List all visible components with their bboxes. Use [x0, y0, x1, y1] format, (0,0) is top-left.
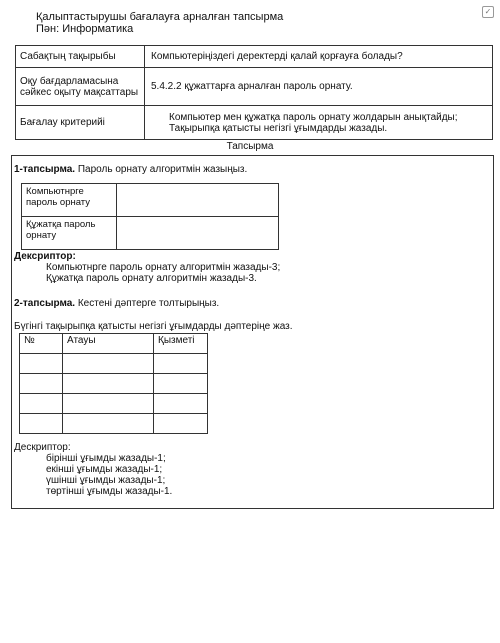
task1-heading	[14, 164, 247, 175]
criteria-label: Бағалау критерийі	[16, 106, 145, 140]
answer-cell[interactable]	[154, 354, 208, 374]
bullet-icon	[28, 486, 40, 497]
answer-cell[interactable]	[63, 374, 154, 394]
criteria-item	[151, 123, 488, 134]
topic-value: Компьютеріңіздегі деректерді қалай қорғауға болады?	[145, 46, 493, 68]
answer-cell[interactable]	[154, 374, 208, 394]
bullet-icon	[28, 453, 40, 464]
objectives-label: Оқу бағдарламасына сәйкес оқыту мақсаттары	[16, 68, 145, 106]
answer-cell[interactable]	[117, 184, 279, 217]
bullet-icon	[28, 464, 40, 475]
bullet-icon	[28, 475, 40, 486]
task2-number: 2-тапсырма.	[14, 298, 76, 309]
task1-table	[21, 183, 279, 250]
list-item	[14, 273, 280, 284]
answer-cell[interactable]	[20, 394, 63, 414]
table-row	[20, 414, 208, 434]
descriptor1	[14, 251, 280, 284]
bullet-icon	[28, 273, 40, 284]
objectives-value: 5.4.2.2 құжаттарға арналған пароль орнату.	[145, 68, 493, 106]
column-header: Қызметі	[154, 334, 208, 354]
table-row	[16, 106, 493, 140]
answer-cell[interactable]	[20, 414, 63, 434]
answer-cell[interactable]	[154, 414, 208, 434]
list-item	[14, 453, 172, 464]
list-item	[14, 486, 172, 497]
list-item	[14, 464, 172, 475]
list-item	[14, 475, 172, 486]
bullet-icon	[28, 262, 40, 273]
list-item	[14, 262, 280, 273]
topic-label: Сабақтың тақырыбы	[16, 46, 145, 68]
table-row	[22, 217, 279, 250]
document-header	[36, 11, 283, 35]
descriptor-text: Компьютнрге пароль орнату алгоритмін жазады-3;	[46, 262, 281, 273]
task2-heading	[14, 298, 219, 309]
task2-instruction: Бүгінгі тақырыпқа қатысты негізгі ұғымдарды дәптеріңе жаз.	[14, 321, 293, 332]
answer-cell[interactable]	[20, 374, 63, 394]
criteria-text: Тақырыпқа қатысты негізгі ұғымдарды жазады.	[169, 122, 388, 134]
task1-text: Пароль орнату алгоритмін жазыңыз.	[77, 164, 248, 175]
criteria-value	[145, 106, 493, 140]
column-header: Атауы	[63, 334, 154, 354]
task2-table	[19, 333, 208, 434]
descriptor1-title: Дексриптор:	[14, 251, 76, 262]
corner-check-icon: ✓	[482, 6, 494, 18]
answer-cell[interactable]	[20, 354, 63, 374]
lesson-info-table	[15, 45, 493, 140]
table-row	[20, 354, 208, 374]
table-header-row	[20, 334, 208, 354]
criteria-text: Компьютер мен құжатқа пароль орнату жолдарын анықтайды;	[169, 111, 458, 123]
descriptor-text: Құжатқа пароль орнату алгоритмін жазады-3.	[46, 273, 257, 284]
header-subject: Пән: Информатика	[36, 23, 134, 35]
table-row	[20, 394, 208, 414]
descriptor-text: төртінші ұғымды жазады-1.	[46, 486, 173, 497]
descriptor-text: үшінші ұғымды жазады-1;	[46, 475, 166, 486]
descriptor-text: бірінші ұғымды жазады-1;	[46, 453, 166, 464]
answer-cell[interactable]	[63, 414, 154, 434]
answer-cell[interactable]	[154, 394, 208, 414]
answer-cell[interactable]	[63, 354, 154, 374]
task1-row-label: Құжатқа пароль орнату	[22, 217, 117, 250]
descriptor2-title: Дескриптор:	[14, 442, 71, 453]
task2-text: Кестені дәптерге толтырыңыз.	[77, 298, 220, 309]
table-row	[16, 68, 493, 106]
header-title: Қалыптастырушы бағалауға арналған тапсырма	[36, 11, 284, 23]
task1-number: 1-тапсырма.	[14, 164, 76, 175]
answer-cell[interactable]	[117, 217, 279, 250]
table-row	[16, 46, 493, 68]
column-header: №	[20, 334, 63, 354]
answer-cell[interactable]	[63, 394, 154, 414]
table-row	[22, 184, 279, 217]
criteria-item	[151, 112, 488, 123]
section-title: Тапсырма	[226, 141, 274, 152]
descriptor-text: екінші ұғымды жазады-1;	[46, 464, 163, 475]
descriptor2	[14, 442, 172, 497]
task1-row-label: Компьютнрге пароль орнату	[22, 184, 117, 217]
table-row	[20, 374, 208, 394]
